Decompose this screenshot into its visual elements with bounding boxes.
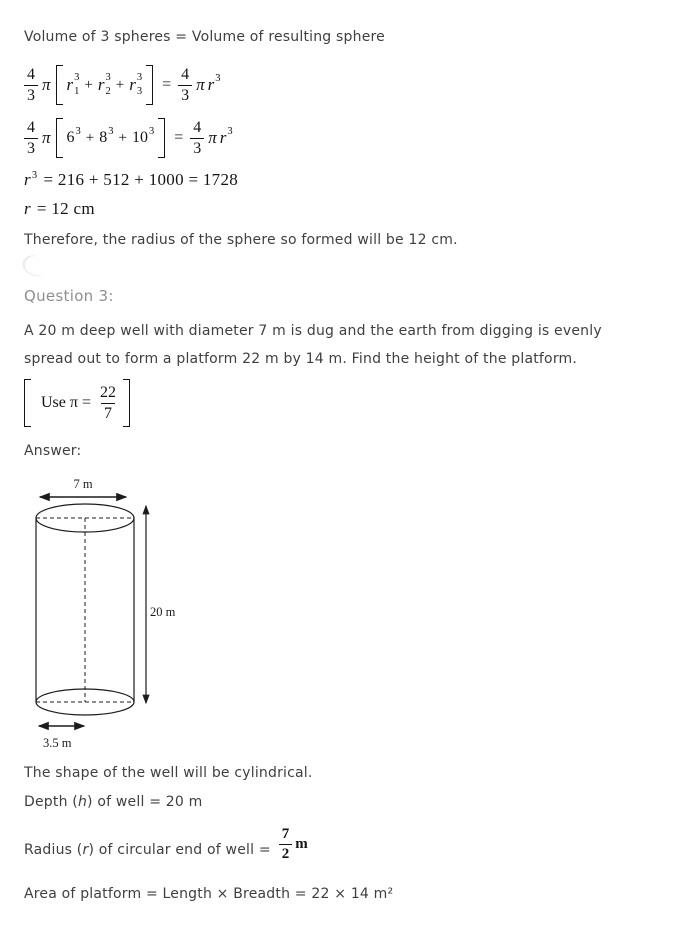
height-label: 20 m bbox=[150, 605, 176, 619]
superscript: 3 bbox=[215, 72, 221, 84]
right-bracket bbox=[158, 118, 165, 158]
well-radius-line bbox=[24, 827, 308, 862]
superscript: 3 bbox=[148, 125, 155, 137]
use-pi-note bbox=[24, 376, 130, 430]
left-bracket bbox=[56, 118, 63, 158]
depth-rest: ) of well = 20 m bbox=[87, 794, 203, 810]
fraction bbox=[190, 120, 204, 157]
fraction-denominator: 7 bbox=[101, 403, 115, 422]
fraction bbox=[97, 385, 119, 422]
left-bracket bbox=[24, 379, 31, 427]
pi-symbol: π bbox=[42, 128, 51, 147]
intro-line: Volume of 3 spheres = Volume of resulting sphere bbox=[24, 29, 385, 45]
fraction-numerator: 22 bbox=[99, 383, 116, 401]
equals-sign: = bbox=[162, 76, 172, 93]
fraction-denominator: 3 bbox=[24, 85, 38, 104]
number: 8 bbox=[99, 129, 108, 146]
variable: r bbox=[66, 75, 74, 94]
conclusion-line: Therefore, the radius of the sphere so formed will be 12 cm. bbox=[24, 232, 458, 248]
fraction-numerator: 4 bbox=[27, 65, 35, 83]
plus-sign: + bbox=[84, 76, 93, 93]
radius-unit: m bbox=[295, 836, 308, 852]
fraction-numerator: 4 bbox=[27, 118, 35, 136]
radius-variable: r bbox=[82, 842, 89, 859]
superscript: 3 bbox=[75, 125, 81, 137]
well-cylinder-figure bbox=[10, 470, 210, 760]
superscript: 3 bbox=[31, 170, 38, 181]
left-bracket bbox=[56, 65, 63, 105]
use-pi-text: Use π = bbox=[41, 394, 91, 411]
fraction bbox=[279, 827, 293, 862]
superscript: 3 bbox=[74, 71, 80, 83]
equals-sign: = bbox=[174, 129, 184, 146]
superscript: 3 bbox=[105, 71, 111, 83]
fraction-numerator: 4 bbox=[193, 118, 202, 136]
right-bracket bbox=[123, 379, 130, 427]
question-line-1: A 20 m deep well with diameter 7 m is dug and the earth from digging is evenly bbox=[24, 323, 602, 339]
bracket-group bbox=[56, 64, 154, 106]
variable: r bbox=[129, 75, 136, 94]
plus-sign: + bbox=[85, 129, 95, 146]
question-line-2: spread out to form a platform 22 m by 14 m. Find the height of the platform. bbox=[24, 351, 578, 367]
top-diameter-label: 7 m bbox=[73, 477, 93, 491]
term-r3 bbox=[129, 73, 142, 98]
question-text bbox=[24, 317, 684, 373]
fraction bbox=[178, 67, 192, 104]
radius-text bbox=[24, 841, 271, 862]
superscript: 3 bbox=[136, 71, 143, 83]
variable: r bbox=[24, 199, 31, 218]
scripts bbox=[106, 73, 111, 98]
fraction-denominator: 3 bbox=[190, 138, 204, 157]
right-bracket bbox=[146, 65, 153, 105]
scripts bbox=[74, 73, 79, 98]
smudge-artifact bbox=[19, 251, 50, 280]
scripts bbox=[137, 73, 142, 98]
question-heading: Question 3: bbox=[24, 287, 114, 305]
answer-label: Answer: bbox=[24, 443, 82, 459]
depth-variable: h bbox=[77, 794, 88, 810]
pi-symbol: π bbox=[196, 75, 205, 94]
term-r2 bbox=[98, 73, 111, 98]
superscript: 3 bbox=[227, 125, 233, 137]
equation-2 bbox=[24, 113, 233, 163]
well-depth-line bbox=[24, 793, 202, 812]
equation-4 bbox=[24, 199, 95, 219]
variable: r bbox=[97, 75, 105, 94]
variable: r bbox=[24, 170, 31, 189]
plus-sign: + bbox=[118, 129, 127, 146]
fraction-denominator: 3 bbox=[24, 138, 38, 157]
fraction-numerator: 4 bbox=[181, 65, 190, 83]
depth-prefix: Depth ( bbox=[24, 794, 78, 810]
subscript: 3 bbox=[136, 86, 143, 97]
pi-symbol: π bbox=[208, 128, 217, 147]
subscript: 2 bbox=[105, 86, 111, 97]
term-6 bbox=[66, 125, 81, 147]
bracket-group bbox=[56, 117, 166, 159]
platform-area-line: Area of platform = Length × Breadth = 22 × 14 m² bbox=[24, 886, 394, 902]
term-8 bbox=[99, 125, 114, 147]
pi-symbol: π bbox=[42, 75, 51, 94]
equation-body: = 12 cm bbox=[36, 199, 95, 218]
fraction-denominator: 3 bbox=[178, 85, 192, 104]
fraction bbox=[24, 120, 38, 157]
fraction-numerator: 7 bbox=[281, 826, 290, 842]
fraction bbox=[24, 67, 38, 104]
bottom-radius-label: 3.5 m bbox=[43, 736, 72, 750]
term-r1 bbox=[67, 73, 80, 98]
term-10 bbox=[131, 125, 155, 147]
radius-rest: ) of circular end of well = bbox=[88, 842, 271, 859]
equation-1 bbox=[24, 60, 221, 110]
variable: r bbox=[219, 128, 227, 147]
radius-fraction-group bbox=[279, 827, 308, 862]
well-shape-line: The shape of the well will be cylindrical. bbox=[24, 765, 313, 781]
superscript: 3 bbox=[108, 125, 114, 137]
subscript: 1 bbox=[74, 86, 80, 97]
equation-body: = 216 + 512 + 1000 = 1728 bbox=[43, 170, 239, 189]
variable: r bbox=[207, 75, 215, 94]
number: 6 bbox=[66, 129, 75, 146]
equation-3 bbox=[24, 170, 238, 190]
radius-prefix: Radius ( bbox=[24, 842, 83, 859]
fraction-denominator: 2 bbox=[279, 844, 293, 862]
plus-sign: + bbox=[115, 76, 125, 93]
number: 10 bbox=[131, 129, 148, 146]
